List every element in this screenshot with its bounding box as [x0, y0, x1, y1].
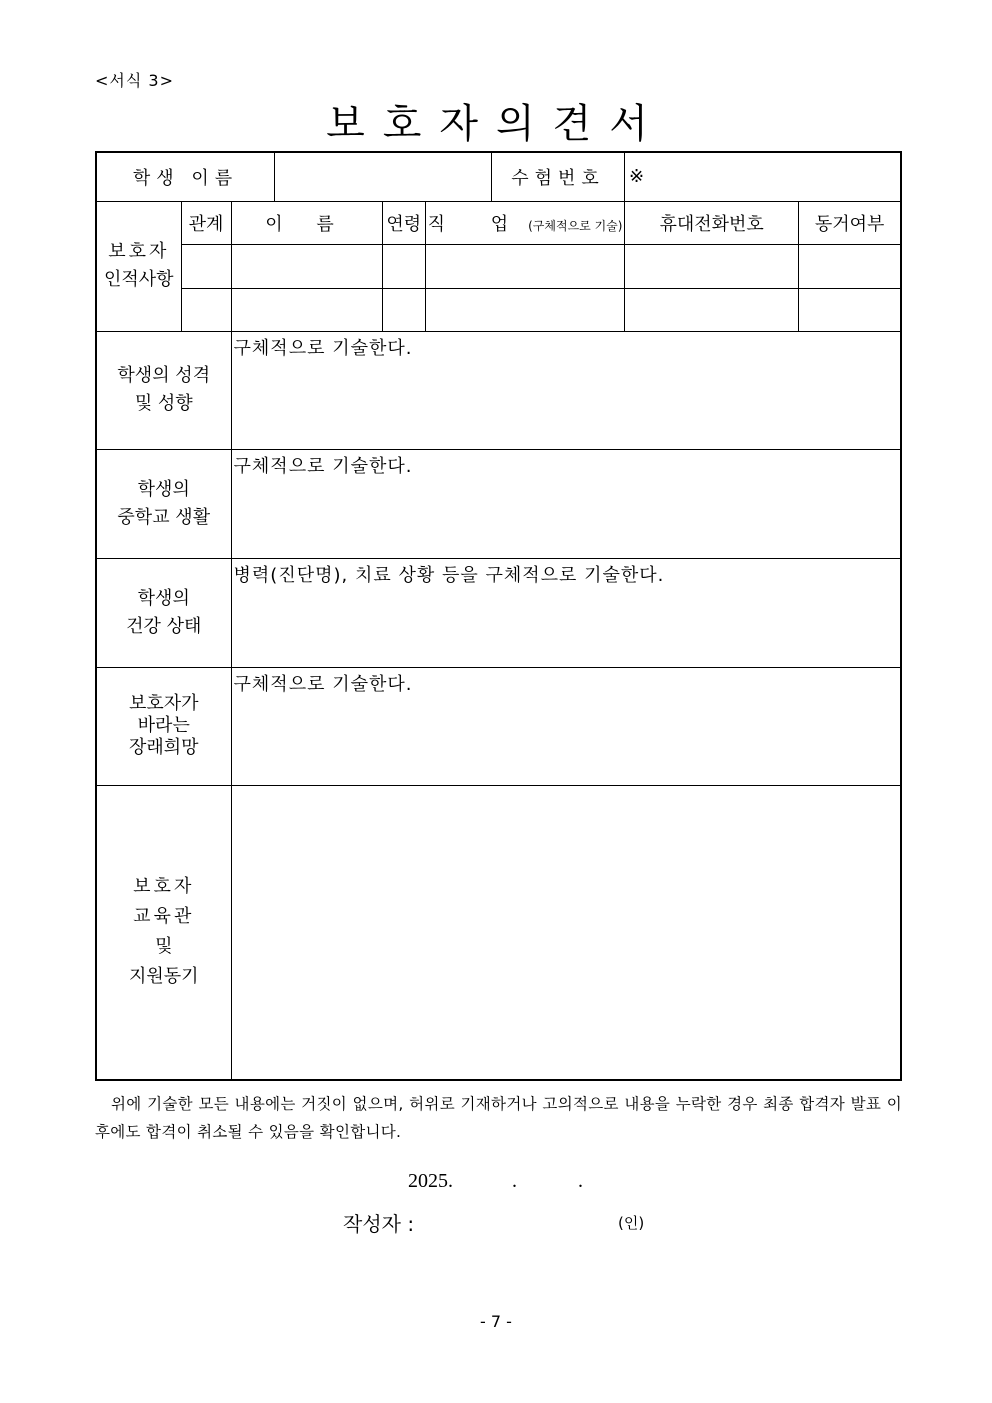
guardian-2-relation[interactable]: [181, 288, 231, 331]
health-status-field[interactable]: 병력(진단명), 치료 상황 등을 구체적으로 기술한다.: [231, 558, 901, 667]
guardian-2-age[interactable]: [382, 288, 426, 331]
header-age: 연령: [382, 201, 426, 244]
writer-label: 작성자 :: [343, 1212, 415, 1236]
personality-label: [96, 331, 231, 449]
guardian-opinion-form: [95, 151, 902, 1081]
guardian-1-name[interactable]: [231, 244, 382, 288]
future-hope-label-line3: 장래희망: [128, 737, 199, 758]
guardian-2-phone[interactable]: [624, 288, 798, 331]
header-relation: 관계: [181, 201, 231, 244]
student-name-label: 학생 이름: [96, 152, 275, 201]
page-number: - 7 -: [480, 1312, 512, 1331]
personality-field[interactable]: 구체적으로 기술한다.: [231, 331, 901, 449]
header-phone: 휴대전화번호: [624, 201, 798, 244]
guardian-info-label: [96, 201, 181, 331]
document-title: 보호자의견서: [326, 101, 666, 147]
guardian-1-relation[interactable]: [181, 244, 231, 288]
future-hope-label-line1: 보호자가: [128, 693, 199, 714]
guardian-1-phone[interactable]: [624, 244, 798, 288]
guardian-info-label-line2: 인적사항: [104, 269, 174, 290]
date-year: 2025.: [408, 1170, 453, 1192]
health-status-label-line2: 건강 상태: [126, 615, 202, 637]
education-view-field[interactable]: [231, 785, 901, 1080]
header-job-text: 직 업: [427, 213, 529, 235]
future-hope-label: [96, 667, 231, 785]
guardian-2-job[interactable]: [426, 288, 625, 331]
pledge-statement: 위에 기술한 모든 내용에는 거짓이 없으며, 허위로 기재하거나 고의적으로 내용을 누락한 경우 최종 합격자 발표 이후에도 합격이 취소될 수 있음을 확인합니다.: [95, 1095, 902, 1141]
middle-school-life-label-line2: 중학교 생활: [117, 506, 211, 528]
health-status-label-line1: 학생의: [137, 587, 190, 609]
exam-number-label: 수험번호: [492, 152, 625, 201]
guardian-1-age[interactable]: [382, 244, 426, 288]
education-view-label-line4: 지원동기: [128, 966, 199, 988]
future-hope-field[interactable]: 구체적으로 기술한다.: [231, 667, 901, 785]
education-view-label: [96, 785, 231, 1080]
middle-school-life-field[interactable]: 구체적으로 기술한다.: [231, 449, 901, 558]
student-name-field[interactable]: [275, 152, 492, 201]
health-status-label: [96, 558, 231, 667]
personality-label-line2: 및 성향: [134, 393, 193, 414]
exam-number-field[interactable]: ※: [624, 152, 901, 201]
header-job-note: (구체적으로 기술): [528, 218, 623, 233]
guardian-2-name[interactable]: [231, 288, 382, 331]
guardian-2-cohabit[interactable]: [799, 288, 901, 331]
guardian-row-1: [96, 244, 901, 288]
header-job: [426, 201, 625, 244]
header-name: 이 름: [231, 201, 382, 244]
form-number-label: <서식 3>: [95, 71, 174, 90]
date-month-separator: .: [512, 1170, 517, 1192]
education-view-label-line2: 교육관: [133, 906, 195, 928]
header-cohabit: 동거여부: [799, 201, 901, 244]
guardian-row-2: [96, 288, 901, 331]
guardian-1-job[interactable]: [426, 244, 625, 288]
middle-school-life-label: [96, 449, 231, 558]
guardian-1-cohabit[interactable]: [799, 244, 901, 288]
date-day-separator: .: [578, 1170, 583, 1192]
education-view-label-line1: 보호자: [133, 876, 195, 898]
education-view-label-line3: 및: [155, 936, 173, 958]
middle-school-life-label-line1: 학생의: [137, 478, 190, 500]
personality-label-line1: 학생의 성격: [117, 365, 211, 386]
guardian-info-label-line1: 보호자: [108, 241, 170, 262]
seal-label: (인): [618, 1214, 645, 1232]
future-hope-label-line2: 바라는: [137, 715, 190, 736]
